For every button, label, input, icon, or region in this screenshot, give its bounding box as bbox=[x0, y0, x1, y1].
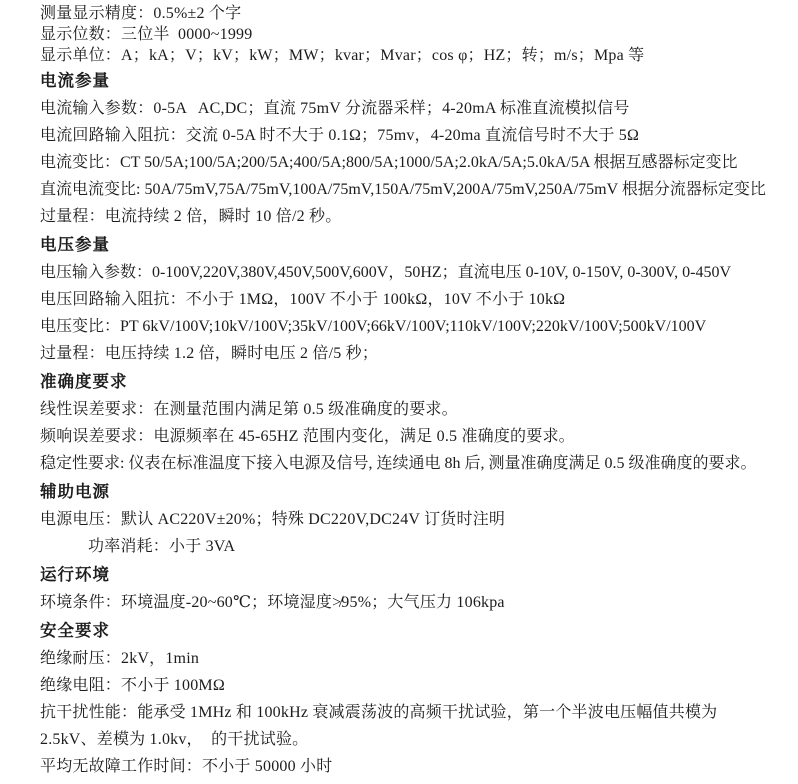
spec-line-insulation-resistance: 绝缘电阻：不小于 100MΩ bbox=[40, 677, 225, 694]
spec-line-frequency-response-error: 频响误差要求：电源频率在 45-65HZ 范围内变化，满足 0.5 准确度的要求。 bbox=[40, 428, 575, 445]
spec-line-supply-voltage: 电源电压：默认 AC220V±20%；特殊 DC220V,DC24V 订货时注明 bbox=[40, 511, 506, 528]
spec-line-voltage-loop-impedance: 电压回路输入阻抗：不小于 1MΩ，100V 不小于 100kΩ，10V 不小于 10kΩ bbox=[40, 291, 566, 308]
spec-line-voltage-overrange: 过量程：电压持续 1.2 倍，瞬时电压 2 倍/5 秒； bbox=[40, 345, 379, 362]
spec-line-current-ct-ratio: 电流变比：CT 50/5A;100/5A;200/5A;400/5A;800/5A;1000/5A;2.0kA/5A;5.0kA/5A 根据互感器标定变比 bbox=[40, 154, 738, 171]
spec-line-current-overrange: 过量程：电流持续 2 倍，瞬时 10 倍/2 秒。 bbox=[40, 208, 342, 225]
spec-line-voltage-pt-ratio: 电压变比：PT 6kV/100V;10kV/100V;35kV/100V;66kV/100V;110kV/100V;220kV/100V;500kV/100V bbox=[40, 318, 707, 335]
spec-line-mtbf: 平均无故障工作时间：不小于 50000 小时 bbox=[40, 758, 333, 775]
section-heading: 电流参量 bbox=[40, 71, 110, 90]
spec-line-current-loop-impedance: 电流回路输入阻抗：交流 0-5A 时不大于 0.1Ω；75mv，4-20ma 直流信号时不大于 5Ω bbox=[40, 127, 640, 144]
spec-line-linearity-error: 线性误差要求：在测量范围内满足第 0.5 级准确度的要求。 bbox=[40, 401, 458, 418]
section-heading: 电压参量 bbox=[40, 235, 110, 254]
section-voltage-parameters bbox=[40, 234, 796, 367]
section-heading: 安全要求 bbox=[40, 621, 110, 640]
spec-line-interference-immunity: 抗干扰性能：能承受 1MHz 和 100kHz 衰减震荡波的高频干扰试验，第一个半波电压幅值共模为 bbox=[40, 704, 718, 721]
spec-line-stability: 稳定性要求: 仪表在标准温度下接入电源及信号, 连续通电 8h 后, 测量准确度满足 0.5 级准确度的要求。 bbox=[40, 455, 757, 472]
section-operating-environment bbox=[40, 564, 796, 616]
section-heading: 运行环境 bbox=[40, 565, 110, 584]
spec-line-insulation-withstand: 绝缘耐压：2kV，1min bbox=[40, 650, 200, 667]
spec-line-display-digits: 显示位数：三位半 0000~1999 bbox=[40, 26, 253, 43]
display-spec-block bbox=[40, 3, 796, 66]
spec-line-voltage-input: 电压输入参数：0-100V,220V,380V,450V,500V,600V，50HZ；直流电压 0-10V, 0-150V, 0-300V, 0-450V bbox=[40, 264, 732, 281]
spec-line-interference-immunity-cont: 2.5kV、差模为 1.0kv， 的干扰试验。 bbox=[40, 731, 309, 748]
spec-line-display-precision: 测量显示精度：0.5%±2 个字 bbox=[40, 5, 242, 22]
section-current-parameters bbox=[40, 70, 796, 230]
section-heading: 辅助电源 bbox=[40, 482, 110, 501]
spec-line-environment-conditions: 环境条件：环境温度-20~60℃；环境湿度≯95%；大气压力 106kpa bbox=[40, 594, 505, 611]
section-auxiliary-power bbox=[40, 481, 796, 560]
spec-line-display-units: 显示单位：A；kA；V；kV；kW；MW；kvar；Mvar；cos φ；HZ；转；m/s；Mpa 等 bbox=[40, 47, 645, 64]
section-safety-requirements bbox=[40, 620, 796, 780]
spec-line-current-input: 电流输入参数：0-5A AC,DC；直流 75mV 分流器采样；4-20mA 标准直流模拟信号 bbox=[40, 100, 630, 117]
section-heading: 准确度要求 bbox=[40, 372, 128, 391]
spec-line-power-consumption: 功率消耗：小于 3VA bbox=[88, 538, 236, 555]
spec-line-dc-current-ratio: 直流电流变比: 50A/75mV,75A/75mV,100A/75mV,150A/75mV,200A/75mV,250A/75mV 根据分流器标定变比 bbox=[40, 181, 766, 198]
section-accuracy-requirements bbox=[40, 371, 796, 477]
